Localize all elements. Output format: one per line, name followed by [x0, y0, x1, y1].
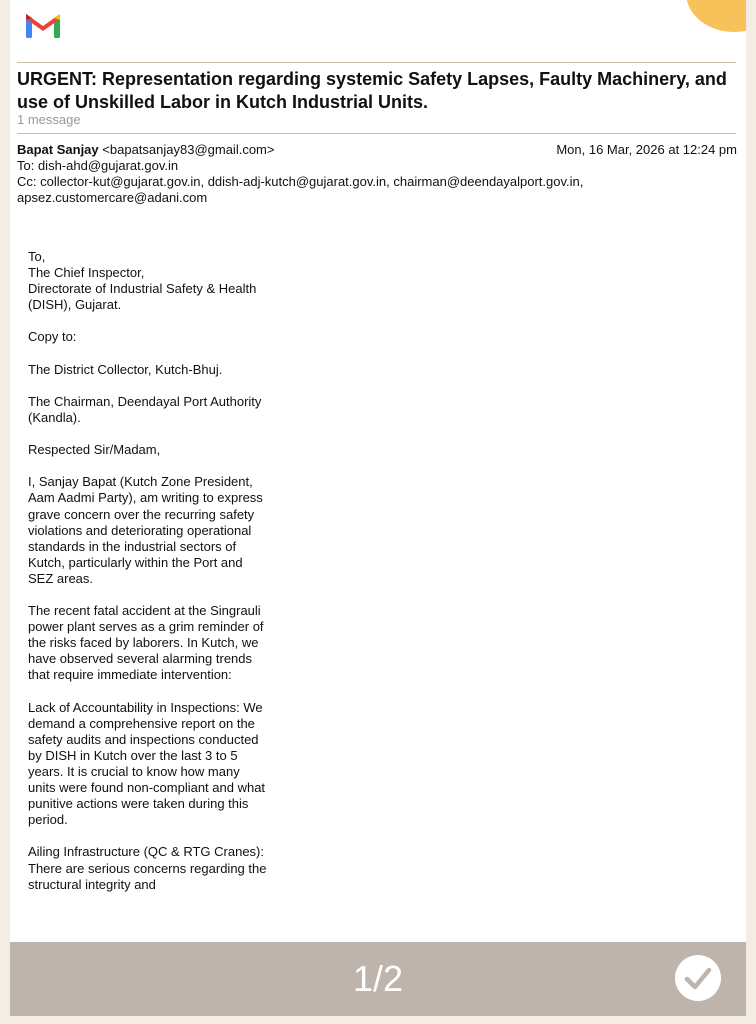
body-paragraph: The recent fatal accident at the Singrauli power plant serves as a grim reminder of the risks faced by laborers. In Kutch, we have observed several alarming trends that require immediate intervention: [28, 603, 264, 683]
body-paragraph: Lack of Accountability in Inspections: We demand a comprehensive report on the safety audits and inspections conducted by DISH in Kutch over the last 3 to 5 years. It is crucial to know how many units were found non-compliant and what punitive actions were taken during this period. [28, 699, 266, 828]
email-date: Mon, 16 Mar, 2026 at 12:24 pm [556, 142, 737, 157]
email-body [28, 249, 268, 909]
divider [17, 62, 736, 63]
body-paragraph: Copy to: [28, 329, 77, 345]
page-indicator: 1/2 [352, 958, 404, 999]
divider [17, 133, 736, 134]
recipient-cc: Cc: collector-kut@gujarat.gov.in, ddish-adj-kutch@gujarat.gov.in, chairman@deendayalport.gov.in, apsez.customercare@adani.com [17, 174, 584, 205]
recipient-to: To: dish-ahd@gujarat.gov.in [17, 158, 179, 173]
body-paragraph: To, The Chief Inspector, Directorate of Industrial Safety & Health (DISH), Gujarat. [28, 249, 257, 313]
sender-name: Bapat Sanjay [17, 142, 99, 157]
email-header [17, 142, 737, 206]
email-page [10, 0, 746, 942]
body-paragraph: The District Collector, Kutch-Bhuj. [28, 361, 223, 377]
sender-email[interactable]: <bapatsanjay83@gmail.com> [102, 142, 275, 157]
viewer-footer [10, 942, 746, 1016]
gmail-logo-icon [24, 10, 62, 40]
email-subject: URGENT: Representation regarding systemic Safety Lapses, Faulty Machinery, and use of Unskilled Labor in Kutch Industrial Units. [17, 69, 727, 112]
body-paragraph: The Chairman, Deendayal Port Authority (Kandla). [28, 393, 262, 425]
body-paragraph: Respected Sir/Madam, [28, 442, 161, 458]
body-paragraph: Ailing Infrastructure (QC & RTG Cranes): There are serious concerns regarding the structural integrity and [28, 844, 267, 892]
check-circle-icon[interactable] [674, 954, 722, 1002]
corner-badge[interactable] [686, 0, 746, 32]
body-paragraph: I, Sanjay Bapat (Kutch Zone President, Aam Aadmi Party), am writing to express grave concern over the recurring safety violations and deteriorating operational standards in the industrial sectors of Kutch, particularly within the Port and SEZ areas. [28, 474, 263, 586]
message-count: 1 message [17, 112, 81, 127]
